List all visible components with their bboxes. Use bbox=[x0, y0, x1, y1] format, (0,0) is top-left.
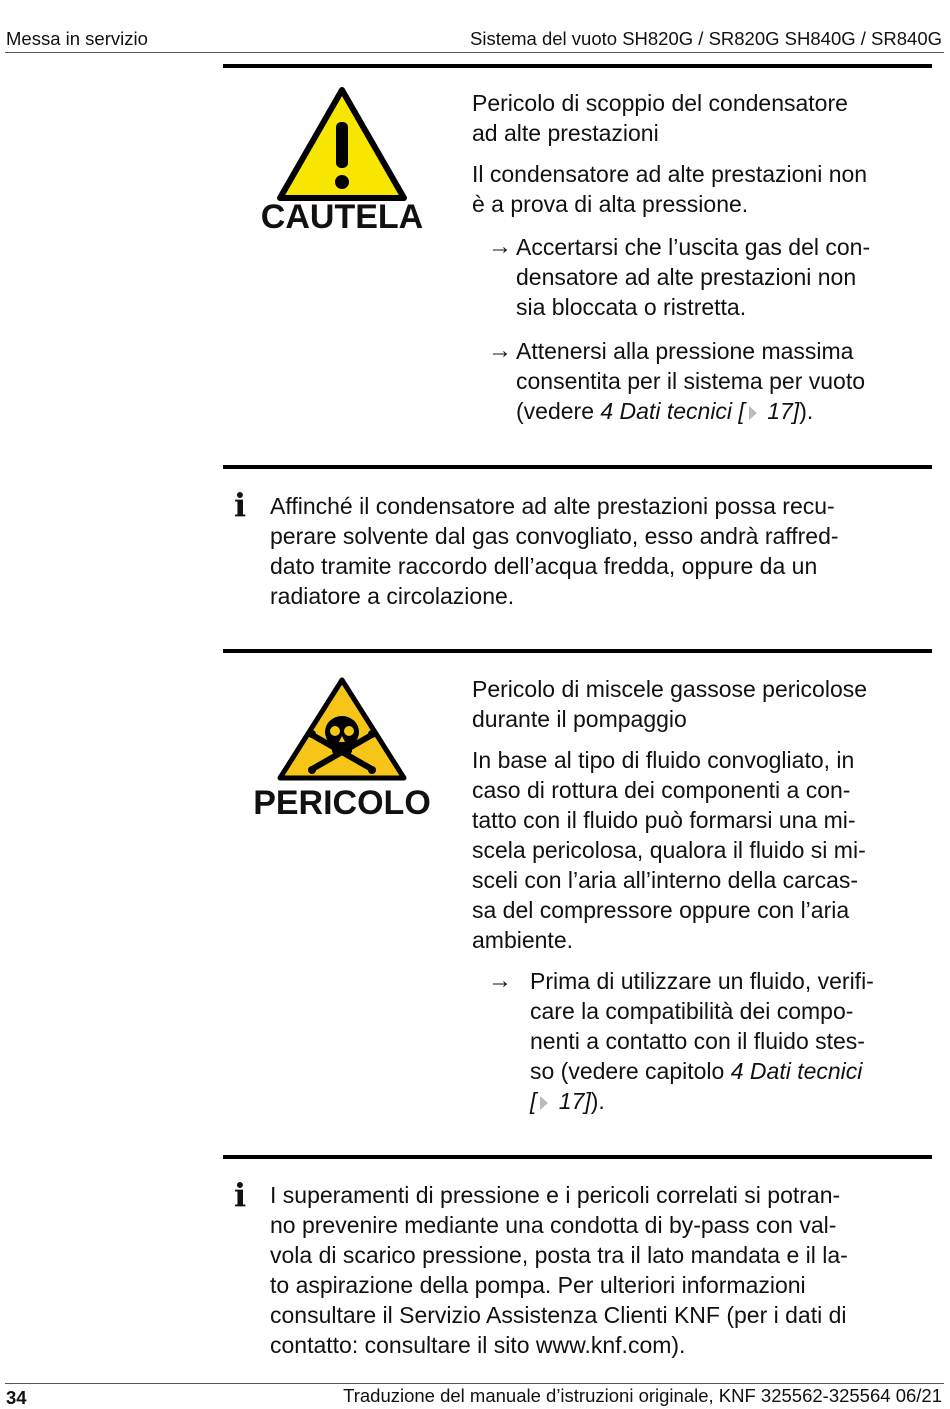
danger-desc-line: sceli con l’aria all’interno della carcas- bbox=[472, 867, 859, 893]
caution-signal-word: CAUTELA bbox=[260, 198, 424, 236]
caution-top-rule bbox=[223, 64, 932, 68]
step-line: densatore ad alte prestazioni non bbox=[516, 264, 857, 290]
header-product: Sistema del vuoto SH820G / SR820G SH840G / SR840G bbox=[470, 28, 942, 49]
info-line: no prevenire mediante una condotta di by-pass con val- bbox=[270, 1212, 837, 1238]
danger-desc-line: scela pericolosa, qualora il fluido si mi- bbox=[472, 837, 866, 863]
ref-prefix: so (vedere capitolo bbox=[530, 1058, 731, 1084]
danger-desc-line: In base al tipo di fluido convogliato, in bbox=[472, 747, 855, 773]
danger-description bbox=[472, 745, 932, 955]
ref-text: 4 Dati tecnici [ bbox=[600, 398, 745, 424]
ref-suffix: ). bbox=[799, 398, 814, 424]
caution-step-1 bbox=[516, 232, 936, 322]
header-section: Messa in servizio bbox=[6, 28, 148, 49]
info-line: dato tramite raccordo dell’acqua fredda, oppure da un bbox=[270, 553, 818, 579]
page-number: 34 bbox=[6, 1387, 27, 1408]
danger-step bbox=[530, 966, 930, 1116]
step-line bbox=[530, 1056, 930, 1086]
arrow-right-icon: → bbox=[488, 967, 512, 994]
danger-title-line: durante il pompaggio bbox=[472, 706, 687, 732]
caution-text bbox=[472, 88, 932, 230]
step-line: sia bloccata o ristretta. bbox=[516, 294, 747, 320]
caution-description bbox=[472, 159, 932, 219]
info2-top-rule bbox=[223, 1155, 932, 1159]
danger-title bbox=[472, 674, 932, 734]
info1-text bbox=[270, 491, 935, 611]
danger-title-line: Pericolo di miscele gassose pericolose bbox=[472, 676, 868, 702]
info-line: radiatore a circolazione. bbox=[270, 583, 515, 609]
danger-signal-word: PERICOLO bbox=[253, 784, 431, 822]
ref-page: 17] bbox=[760, 398, 800, 424]
cross-reference-link[interactable]: 4 Dati tecnici bbox=[730, 1058, 863, 1084]
header-divider bbox=[5, 52, 944, 53]
info-line: consultare il Servizio Assistenza Clienti KNF (per i dati di bbox=[270, 1302, 847, 1328]
ref-page: 17] bbox=[552, 1088, 591, 1114]
danger-text bbox=[472, 674, 932, 966]
info-line: contatto: consultare il sito www.knf.com). bbox=[270, 1332, 686, 1358]
caution-step-2 bbox=[516, 336, 936, 426]
toxic-skull-icon bbox=[276, 676, 408, 782]
info-line: vola di scarico pressione, posta tra il lato mandata e il la- bbox=[270, 1242, 848, 1268]
step-line: Accertarsi che l’uscita gas del con- bbox=[516, 234, 871, 260]
arrow-right-icon: → bbox=[488, 337, 512, 364]
cross-reference-link[interactable] bbox=[600, 398, 799, 424]
info-line: I superamenti di pressione e i pericoli correlati si potran- bbox=[270, 1182, 841, 1208]
step-line: nenti a contatto con il fluido stes- bbox=[530, 1028, 865, 1054]
danger-top-rule bbox=[223, 649, 932, 653]
info-line: Affinché il condensatore ad alte prestazioni possa recu- bbox=[270, 493, 835, 519]
info1-top-rule bbox=[223, 465, 932, 469]
caution-desc-line: Il condensatore ad alte prestazioni non bbox=[472, 161, 868, 187]
step-line bbox=[516, 396, 936, 426]
cross-reference-link[interactable] bbox=[530, 1088, 591, 1114]
caution-desc-line: è a prova di alta pressione. bbox=[472, 191, 749, 217]
arrow-right-icon: → bbox=[488, 233, 512, 260]
danger-desc-line: caso di rottura dei componenti a con- bbox=[472, 777, 851, 803]
step-line: consentita per il sistema per vuoto bbox=[516, 368, 866, 394]
info-line: perare solvente dal gas convogliato, esso andrà raffred- bbox=[270, 523, 839, 549]
step-line: Prima di utilizzare un fluido, verifi- bbox=[530, 968, 874, 994]
ref-suffix: ). bbox=[590, 1088, 605, 1114]
info-line: to aspirazione della pompa. Per ulteriori informazioni bbox=[270, 1272, 806, 1298]
caution-title-line: Pericolo di scoppio del condensatore bbox=[472, 90, 848, 116]
danger-desc-line: sa del compressore oppure con l’aria bbox=[472, 897, 850, 923]
page-ref-icon bbox=[540, 1096, 548, 1110]
caution-title bbox=[472, 88, 932, 148]
caution-title-line: ad alte prestazioni bbox=[472, 120, 659, 146]
footer-text: Traduzione del manuale d’istruzioni originale, KNF 325562-325564 06/21 bbox=[343, 1385, 942, 1406]
danger-desc-line: tatto con il fluido può formarsi una mi- bbox=[472, 807, 856, 833]
step-line bbox=[530, 1086, 930, 1116]
info-icon: i bbox=[234, 486, 247, 524]
info-icon: i bbox=[234, 1176, 247, 1214]
danger-desc-line: ambiente. bbox=[472, 927, 574, 953]
info2-text bbox=[270, 1180, 935, 1360]
footer-divider bbox=[5, 1383, 944, 1384]
warning-triangle-icon bbox=[276, 86, 408, 202]
page-ref-icon bbox=[749, 406, 757, 420]
ref-prefix: (vedere bbox=[516, 398, 601, 424]
step-line: care la compatibilità dei compo- bbox=[530, 998, 854, 1024]
step-line: Attenersi alla pressione massima bbox=[516, 338, 854, 364]
ref-open: [ bbox=[530, 1088, 537, 1114]
